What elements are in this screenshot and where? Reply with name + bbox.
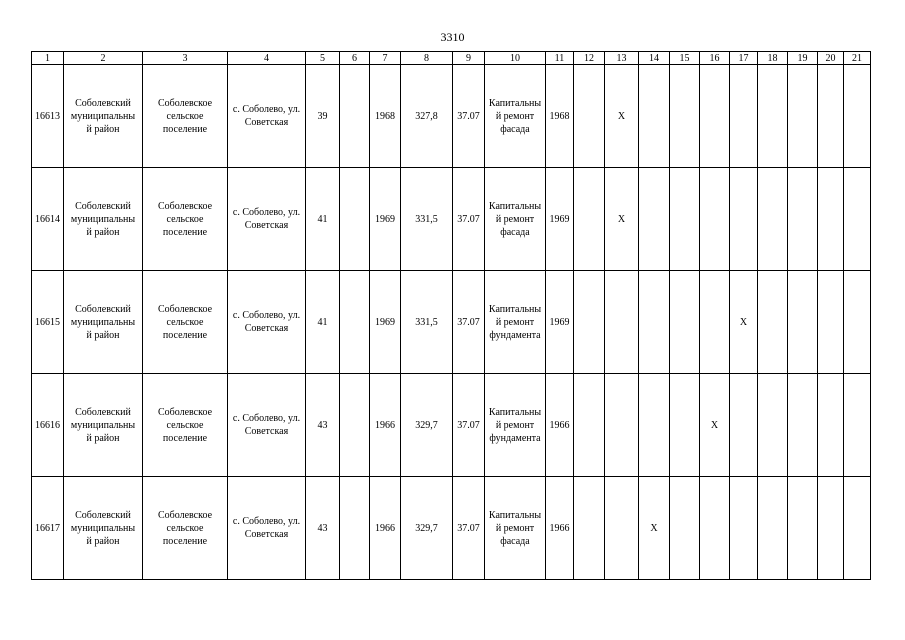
table-cell-col-5: 39 — [306, 65, 340, 168]
table-cell-col-13: Х — [605, 168, 639, 271]
table-cell-col-11: 1966 — [546, 374, 574, 477]
table-cell-col-12 — [574, 477, 605, 580]
table-cell-col-2: Соболевский муниципальны й район — [64, 477, 143, 580]
table-cell-col-2: Соболевский муниципальны й район — [64, 168, 143, 271]
table-cell-col-15 — [670, 271, 700, 374]
table-cell-col-5: 41 — [306, 168, 340, 271]
table-cell-col-4: с. Соболево, ул. Советская — [228, 477, 306, 580]
table-cell-col-8: 331,5 — [401, 168, 453, 271]
table-cell-col-11: 1968 — [546, 65, 574, 168]
table-cell-col-5: 41 — [306, 271, 340, 374]
table-cell-col-6 — [340, 168, 370, 271]
table-cell-col-3: Соболевское сельское поселение — [143, 271, 228, 374]
table-cell-col-15 — [670, 477, 700, 580]
table-cell-col-10: Капитальны й ремонт фасада — [485, 477, 546, 580]
table-cell-col-16: Х — [700, 374, 730, 477]
table-cell-col-12 — [574, 374, 605, 477]
column-number-9: 9 — [453, 52, 485, 65]
column-number-4: 4 — [228, 52, 306, 65]
table-cell-col-1: 16613 — [32, 65, 64, 168]
column-number-10: 10 — [485, 52, 546, 65]
column-number-12: 12 — [574, 52, 605, 65]
table-cell-col-20 — [818, 477, 844, 580]
table-cell-col-19 — [788, 65, 818, 168]
table-cell-col-16 — [700, 65, 730, 168]
column-number-15: 15 — [670, 52, 700, 65]
table-cell-col-17 — [730, 65, 758, 168]
table-cell-col-6 — [340, 374, 370, 477]
table-cell-col-9: 37.07 — [453, 168, 485, 271]
table-cell-col-7: 1969 — [370, 271, 401, 374]
table-cell-col-2: Соболевский муниципальны й район — [64, 374, 143, 477]
column-number-3: 3 — [143, 52, 228, 65]
table-cell-col-19 — [788, 477, 818, 580]
table-cell-col-4: с. Соболево, ул. Советская — [228, 374, 306, 477]
table-cell-col-16 — [700, 271, 730, 374]
table-cell-col-11: 1969 — [546, 271, 574, 374]
column-number-5: 5 — [306, 52, 340, 65]
column-number-18: 18 — [758, 52, 788, 65]
column-number-16: 16 — [700, 52, 730, 65]
table-cell-col-15 — [670, 65, 700, 168]
table-cell-col-10: Капитальны й ремонт фундамента — [485, 271, 546, 374]
table-cell-col-4: с. Соболево, ул. Советская — [228, 271, 306, 374]
column-number-19: 19 — [788, 52, 818, 65]
table-row — [32, 271, 871, 374]
table-cell-col-12 — [574, 168, 605, 271]
table-cell-col-12 — [574, 271, 605, 374]
column-number-6: 6 — [340, 52, 370, 65]
table-cell-col-1: 16617 — [32, 477, 64, 580]
table-cell-col-20 — [818, 374, 844, 477]
column-number-17: 17 — [730, 52, 758, 65]
table-cell-col-2: Соболевский муниципальны й район — [64, 271, 143, 374]
table-cell-col-21 — [844, 65, 871, 168]
column-number-1: 1 — [32, 52, 64, 65]
table-cell-col-21 — [844, 271, 871, 374]
table-cell-col-18 — [758, 374, 788, 477]
table-cell-col-10: Капитальны й ремонт фасада — [485, 168, 546, 271]
column-number-8: 8 — [401, 52, 453, 65]
table-row — [32, 65, 871, 168]
table-cell-col-7: 1968 — [370, 65, 401, 168]
table-cell-col-8: 329,7 — [401, 374, 453, 477]
table-cell-col-5: 43 — [306, 374, 340, 477]
registry-table — [31, 51, 871, 580]
table-cell-col-11: 1966 — [546, 477, 574, 580]
table-cell-col-18 — [758, 271, 788, 374]
table-cell-col-6 — [340, 271, 370, 374]
table-cell-col-7: 1966 — [370, 477, 401, 580]
table-cell-col-16 — [700, 477, 730, 580]
table-cell-col-12 — [574, 65, 605, 168]
table-cell-col-9: 37.07 — [453, 374, 485, 477]
table-cell-col-14 — [639, 65, 670, 168]
table-row — [32, 168, 871, 271]
table-cell-col-13 — [605, 374, 639, 477]
table-cell-col-19 — [788, 271, 818, 374]
table-cell-col-19 — [788, 168, 818, 271]
table-cell-col-9: 37.07 — [453, 271, 485, 374]
table-cell-col-14 — [639, 271, 670, 374]
column-number-row — [32, 52, 871, 65]
table-cell-col-4: с. Соболево, ул. Советская — [228, 65, 306, 168]
table-cell-col-20 — [818, 65, 844, 168]
table-cell-col-17 — [730, 477, 758, 580]
table-row — [32, 374, 871, 477]
table-cell-col-13 — [605, 271, 639, 374]
table-cell-col-17 — [730, 168, 758, 271]
table-cell-col-3: Соболевское сельское поселение — [143, 374, 228, 477]
table-cell-col-14 — [639, 374, 670, 477]
table-cell-col-2: Соболевский муниципальны й район — [64, 65, 143, 168]
table-cell-col-15 — [670, 374, 700, 477]
column-number-20: 20 — [818, 52, 844, 65]
table-cell-col-1: 16614 — [32, 168, 64, 271]
column-number-14: 14 — [639, 52, 670, 65]
table-cell-col-16 — [700, 168, 730, 271]
table-cell-col-6 — [340, 65, 370, 168]
table-cell-col-14: Х — [639, 477, 670, 580]
column-number-2: 2 — [64, 52, 143, 65]
table-row — [32, 477, 871, 580]
table-cell-col-4: с. Соболево, ул. Советская — [228, 168, 306, 271]
table-cell-col-21 — [844, 477, 871, 580]
table-cell-col-17 — [730, 374, 758, 477]
table-cell-col-10: Капитальны й ремонт фасада — [485, 65, 546, 168]
table-cell-col-13: Х — [605, 65, 639, 168]
table-cell-col-8: 329,7 — [401, 477, 453, 580]
table-cell-col-20 — [818, 168, 844, 271]
column-number-13: 13 — [605, 52, 639, 65]
table-cell-col-6 — [340, 477, 370, 580]
table-cell-col-7: 1969 — [370, 168, 401, 271]
table-cell-col-14 — [639, 168, 670, 271]
page-number: 3310 — [440, 30, 465, 44]
table-cell-col-13 — [605, 477, 639, 580]
table-cell-col-15 — [670, 168, 700, 271]
table-cell-col-9: 37.07 — [453, 477, 485, 580]
table-cell-col-18 — [758, 65, 788, 168]
table-cell-col-20 — [818, 271, 844, 374]
table-cell-col-3: Соболевское сельское поселение — [143, 477, 228, 580]
table-cell-col-8: 327,8 — [401, 65, 453, 168]
table-cell-col-1: 16616 — [32, 374, 64, 477]
table-cell-col-5: 43 — [306, 477, 340, 580]
table-cell-col-1: 16615 — [32, 271, 64, 374]
column-number-7: 7 — [370, 52, 401, 65]
column-number-11: 11 — [546, 52, 574, 65]
table-cell-col-11: 1969 — [546, 168, 574, 271]
table-cell-col-18 — [758, 477, 788, 580]
table-cell-col-8: 331,5 — [401, 271, 453, 374]
table-cell-col-3: Соболевское сельское поселение — [143, 168, 228, 271]
table-cell-col-19 — [788, 374, 818, 477]
column-number-21: 21 — [844, 52, 871, 65]
table-cell-col-10: Капитальны й ремонт фундамента — [485, 374, 546, 477]
table-cell-col-9: 37.07 — [453, 65, 485, 168]
table-cell-col-3: Соболевское сельское поселение — [143, 65, 228, 168]
table-cell-col-21 — [844, 374, 871, 477]
table-cell-col-18 — [758, 168, 788, 271]
table-cell-col-17: Х — [730, 271, 758, 374]
table-cell-col-21 — [844, 168, 871, 271]
table-cell-col-7: 1966 — [370, 374, 401, 477]
